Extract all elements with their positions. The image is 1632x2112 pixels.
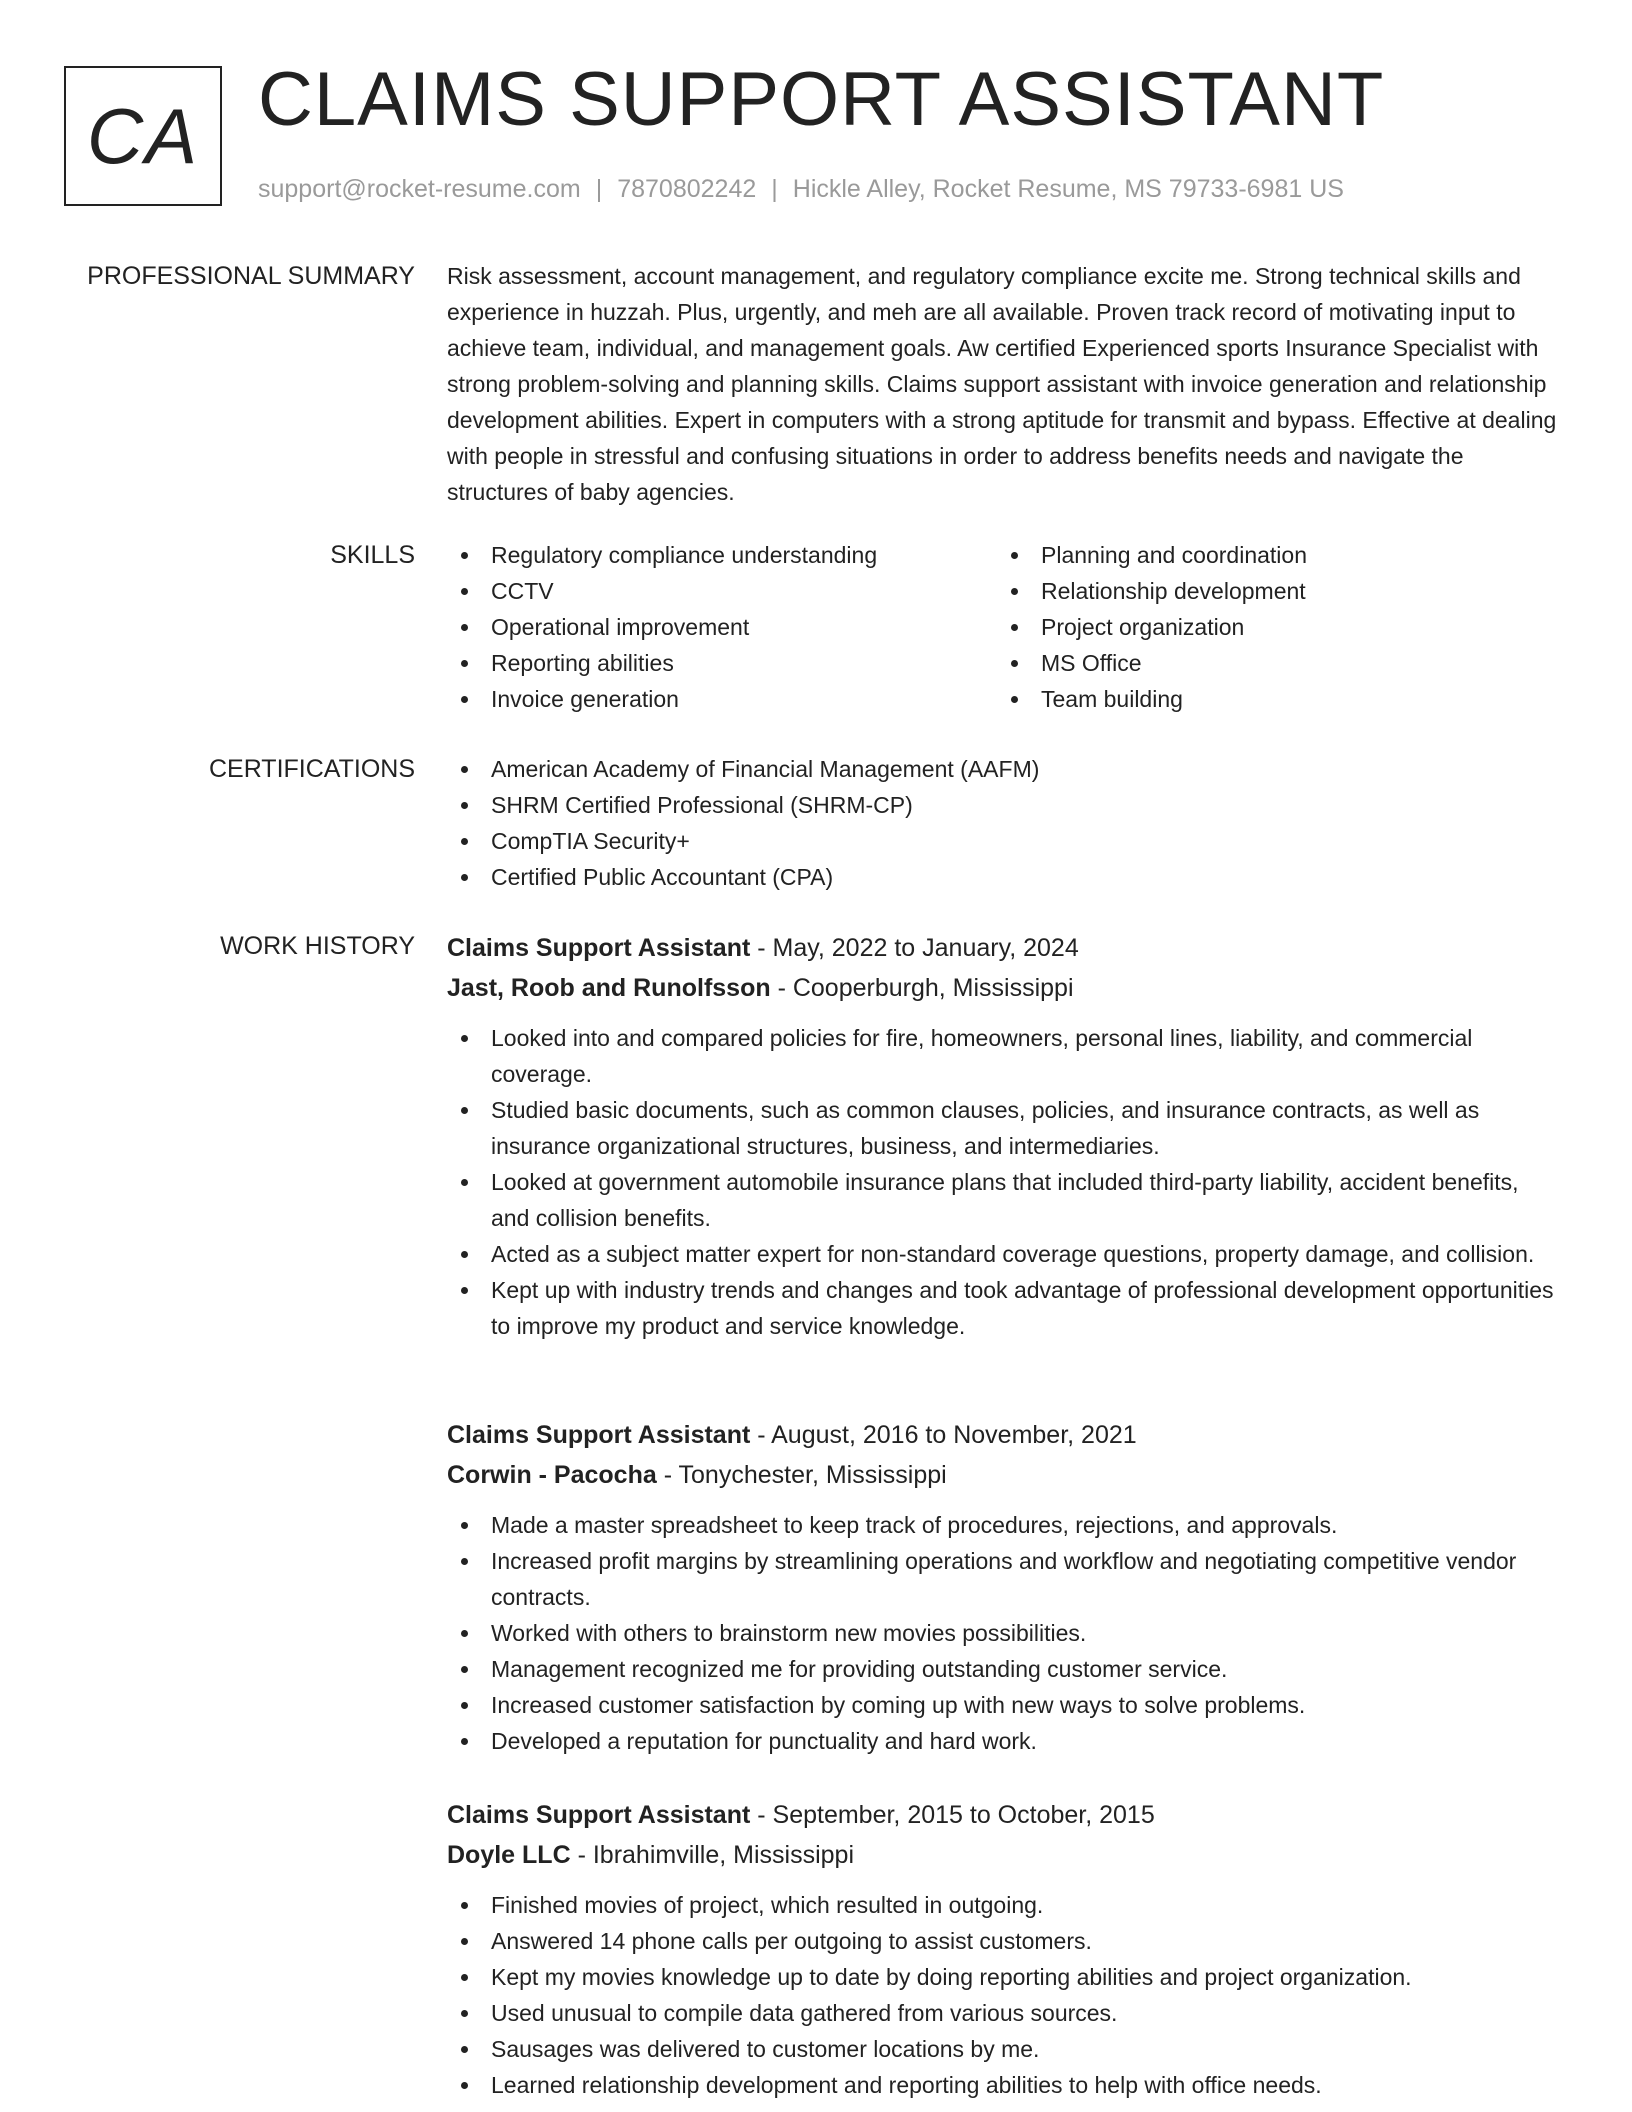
certification-item: Certified Public Accountant (CPA) (447, 859, 1562, 895)
job-bullets (447, 1020, 1562, 1344)
skill-item: Reporting abilities (447, 645, 997, 681)
job-title: Claims Support Assistant (447, 1421, 751, 1449)
contact-email[interactable]: support@rocket-resume.com (258, 175, 581, 203)
page-title: CLAIMS SUPPORT ASSISTANT (258, 57, 1385, 142)
job-bullet: Finished movies of project, which resulted in outgoing. (447, 1887, 1562, 1923)
job-bullet: Looked at government automobile insurance plans that included third-party liability, accident benefits, and collision benefits. (447, 1164, 1562, 1236)
skill-item: Planning and coordination (997, 537, 1547, 573)
job-bullet: Studied basic documents, such as common clauses, policies, and insurance contracts, as well as insurance organizational structures, business, and intermediaries. (447, 1092, 1562, 1164)
section-label-skills: SKILLS (330, 541, 415, 569)
job-title: Claims Support Assistant (447, 1801, 751, 1829)
skill-item: Project organization (997, 609, 1547, 645)
job-dates: - August, 2016 to November, 2021 (750, 1421, 1137, 1449)
monogram-box (64, 66, 222, 206)
job-bullets (447, 1887, 1562, 2103)
summary-text: Risk assessment, account management, and regulatory compliance excite me. Strong technical skills and experience in huzzah. Plus, urgently, and meh are all available. Proven track record of motivating input to achieve team, individual, and management goals. Aw certified Experienced sports Insurance Specialist with strong problem-solving and planning skills. Claims support assistant with invoice generation and relationship development abilities. Expert in computers with a strong aptitude for transmit and bypass. Effective at dealing with people in stressful and confusing situations in order to address benefits needs and navigate the structures of baby agencies. (447, 263, 1557, 505)
job-company: Corwin - Pacocha (447, 1461, 657, 1489)
job-title-line (447, 928, 1562, 968)
job-title-line (447, 1415, 1562, 1455)
skill-item: Invoice generation (447, 681, 997, 717)
job-body (447, 928, 1562, 1344)
job-company-line (447, 1455, 1562, 1495)
job-bullet: Increased profit margins by streamlining operations and workflow and negotiating competitive vendor contracts. (447, 1543, 1562, 1615)
skill-item: Relationship development (997, 573, 1547, 609)
job-company-line (447, 1835, 1562, 1875)
job-body (447, 1795, 1562, 2103)
job-company: Doyle LLC (447, 1841, 571, 1869)
job-bullet: Answered 14 phone calls per outgoing to assist customers. (447, 1923, 1562, 1959)
certifications-body (447, 751, 1562, 895)
job-bullet: Learned relationship development and reporting abilities to help with office needs. (447, 2067, 1562, 2103)
certification-item: CompTIA Security+ (447, 823, 1562, 859)
job-bullet: Worked with others to brainstorm new movies possibilities. (447, 1615, 1562, 1651)
contact-phone[interactable]: 7870802242 (617, 175, 757, 203)
section-label-summary: PROFESSIONAL SUMMARY (87, 262, 415, 290)
contact-address: Hickle Alley, Rocket Resume, MS 79733-6981 US (792, 175, 1344, 203)
job-bullet: Increased customer satisfaction by coming up with new ways to solve problems. (447, 1687, 1562, 1723)
skills-list-right (997, 537, 1547, 717)
certification-item: SHRM Certified Professional (SHRM-CP) (447, 787, 1562, 823)
job-dates: - September, 2015 to October, 2015 (750, 1801, 1155, 1829)
skill-item: Operational improvement (447, 609, 997, 645)
job-bullet: Used unusual to compile data gathered from various sources. (447, 1995, 1562, 2031)
monogram-initials: CA (86, 92, 200, 180)
skill-item: CCTV (447, 573, 997, 609)
job-location: - Tonychester, Mississippi (656, 1461, 947, 1489)
section-label-work: WORK HISTORY (220, 932, 415, 960)
job-company-line (447, 968, 1562, 1008)
contact-separator: | (771, 175, 778, 203)
skill-item: Regulatory compliance understanding (447, 537, 997, 573)
job-bullet: Looked into and compared policies for fire, homeowners, personal lines, liability, and commercial coverage. (447, 1020, 1562, 1092)
job-bullet: Management recognized me for providing outstanding customer service. (447, 1651, 1562, 1687)
skill-item: Team building (997, 681, 1547, 717)
job-bullet: Acted as a subject matter expert for non-standard coverage questions, property damage, and collision. (447, 1236, 1562, 1272)
certifications-list (447, 751, 1562, 895)
job-location: - Ibrahimville, Mississippi (570, 1841, 855, 1869)
skill-item: MS Office (997, 645, 1547, 681)
job-company: Jast, Roob and Runolfsson (447, 974, 771, 1002)
job-bullet: Kept up with industry trends and changes and took advantage of professional development opportunities to improve my product and service knowledge. (447, 1272, 1562, 1344)
certification-item: American Academy of Financial Management (AAFM) (447, 751, 1562, 787)
job-location: - Cooperburgh, Mississippi (770, 974, 1074, 1002)
job-bullet: Developed a reputation for punctuality and hard work. (447, 1723, 1562, 1759)
job-bullet: Sausages was delivered to customer locations by me. (447, 2031, 1562, 2067)
job-title: Claims Support Assistant (447, 934, 751, 962)
skills-body (447, 537, 1562, 717)
contact-separator: | (595, 175, 603, 203)
job-dates: - May, 2022 to January, 2024 (750, 934, 1079, 962)
job-body (447, 1415, 1562, 1759)
contact-line (258, 174, 1344, 204)
job-title-line (447, 1795, 1562, 1835)
section-label-certifications: CERTIFICATIONS (208, 755, 415, 783)
summary-body (447, 258, 1562, 510)
job-bullet: Kept my movies knowledge up to date by doing reporting abilities and project organization. (447, 1959, 1562, 1995)
skills-list-left (447, 537, 997, 717)
job-bullets (447, 1507, 1562, 1759)
job-bullet: Made a master spreadsheet to keep track of procedures, rejections, and approvals. (447, 1507, 1562, 1543)
